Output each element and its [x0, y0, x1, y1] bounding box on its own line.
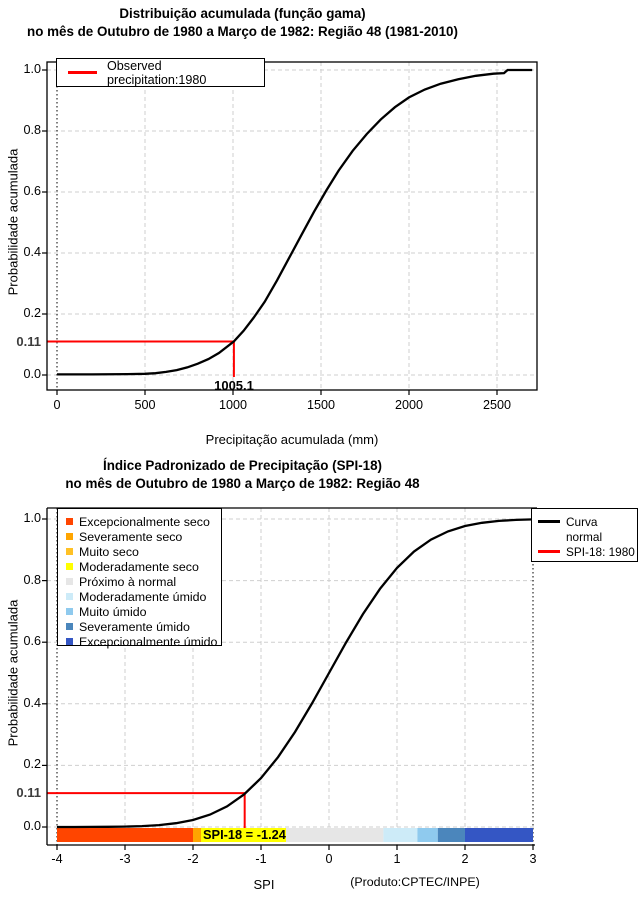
legend-item-label: Severamente úmido: [79, 619, 190, 634]
y-tick-label: 0.6: [23, 184, 41, 198]
legend-item-label: Excepcionalmente seco: [79, 514, 210, 529]
legend-label: SPI-18: 1980: [566, 544, 635, 559]
x-tick-label: 0: [53, 398, 61, 412]
legend-item-label: Severamente seco: [79, 529, 183, 544]
y-tick-label: 0.2: [23, 306, 41, 320]
y-axis-label: Probabilidade acumulada: [5, 148, 21, 296]
legend-item-label: Muito úmido: [79, 604, 147, 619]
y-tick-label: 0.8: [23, 123, 41, 137]
x-tick-label: 2: [461, 852, 469, 866]
y-tick-label: 0.0: [23, 367, 41, 381]
x-tick-label: 0: [325, 852, 333, 866]
legend-label: Curva: [566, 514, 598, 529]
y-tick-label: 0.0: [23, 819, 41, 833]
legend-label: Observed precipitation:1980: [107, 58, 207, 87]
y-axis-label: Probabilidade acumulada: [5, 599, 21, 747]
legend-item-label: Excepcionalmente úmido: [79, 634, 218, 649]
x-tick-label: 1500: [306, 398, 336, 412]
x-tick-label: -3: [119, 852, 131, 866]
x-tick-label: 3: [529, 852, 537, 866]
x-tick-label: 1000: [218, 398, 248, 412]
legend-item-label: Muito seco: [79, 544, 139, 559]
x-tick-label: 2000: [394, 398, 424, 412]
precipitation-annotation: 1005.1: [214, 378, 254, 393]
y-tick-label: 1.0: [23, 62, 41, 76]
y-tick-label: 0.2: [23, 757, 41, 772]
chart-subtitle: no mês de Outubro de 1980 a Março de 1982: Região 48: [65, 476, 420, 491]
spi-value-annotation: SPI-18 = -1.24: [203, 827, 286, 842]
y-tick-label: 0.4: [23, 695, 41, 710]
y-tick-label: 0.8: [23, 572, 41, 587]
y-tick-label: 0.4: [23, 245, 41, 259]
x-tick-label: 1: [393, 852, 401, 866]
legend-item-label: Moderadamente úmido: [79, 589, 207, 604]
legend-label-continued: normal: [566, 529, 603, 544]
x-tick-label: -1: [255, 852, 267, 866]
x-tick-label: 2500: [482, 398, 512, 412]
x-tick-label: 500: [134, 398, 156, 412]
x-tick-label: -2: [187, 852, 199, 866]
x-axis-label: SPI: [253, 877, 275, 892]
x-axis-label: Precipitação acumulada (mm): [205, 432, 379, 447]
chart-title: Índice Padronizado de Precipitação (SPI-18): [102, 458, 383, 473]
chart-subtitle: no mês de Outubro de 1980 a Março de 1982: Região 48 (1981-2010): [27, 24, 458, 39]
product-credit: (Produto:CPTEC/INPE): [350, 875, 480, 889]
chart-title: Distribuição acumulada (função gama): [119, 6, 366, 21]
probability-annotation: 0.11: [16, 785, 41, 800]
legend-item-label: Próximo à normal: [79, 574, 177, 589]
legend-item-label: Moderadamente seco: [79, 559, 199, 574]
y-tick-label: 1.0: [23, 511, 41, 525]
x-tick-label: -4: [51, 852, 63, 866]
probability-annotation: 0.11: [16, 334, 41, 349]
y-tick-label: 0.6: [23, 634, 41, 649]
